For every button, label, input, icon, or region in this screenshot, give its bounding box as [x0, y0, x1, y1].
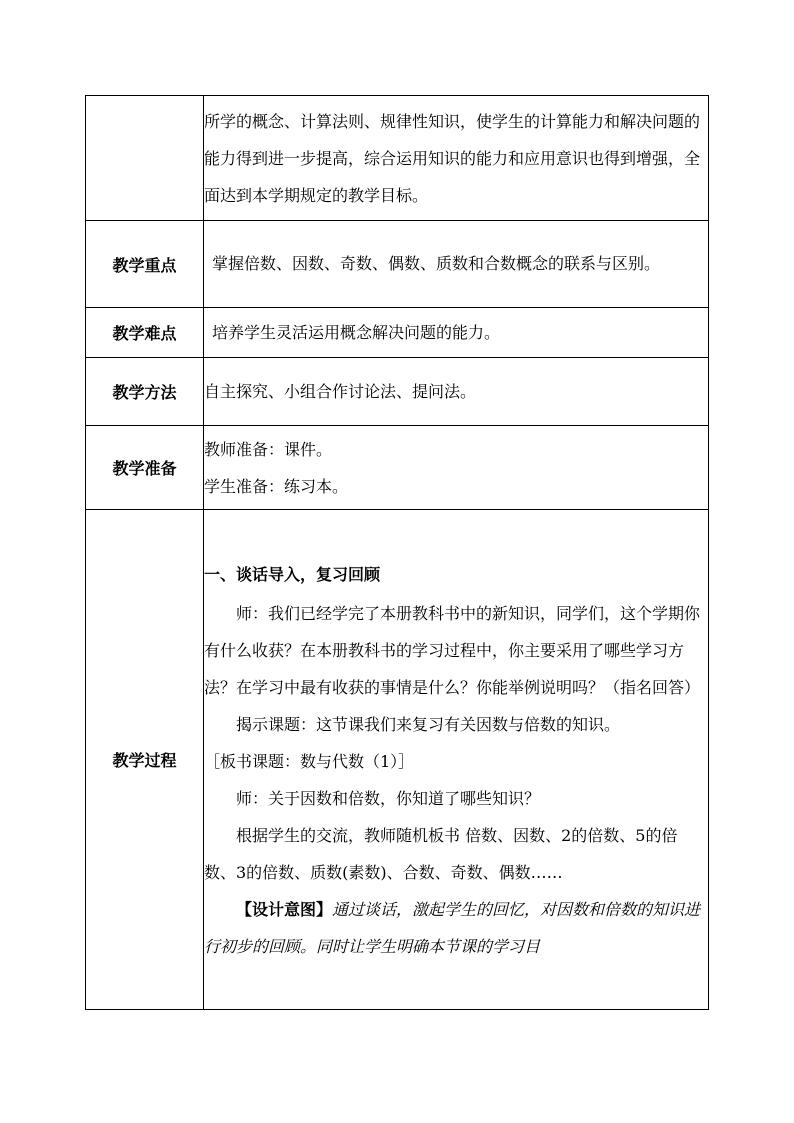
process-paragraph-4: 师：关于因数和倍数，你知道了哪些知识？: [236, 788, 541, 808]
design-intent-tag: 【设计意图】: [236, 899, 333, 919]
design-intent: [204, 891, 708, 965]
key-points-label: 教学重点: [86, 221, 204, 308]
difficulties-content: [204, 308, 709, 358]
student-preparation: 学生准备：练习本。: [204, 476, 349, 496]
methods-content: [204, 358, 709, 426]
process-paragraph-2: 揭示课题：这节课我们来复习有关因数与倍数的知识。: [236, 714, 621, 734]
lesson-plan-table: [85, 95, 709, 1010]
design-intent-text: 通过谈话，激起学生的回忆，对因数和倍数的知识进行初步的回顾。同时让学生明确本节课的学习目: [204, 899, 701, 956]
key-points-content: [204, 221, 709, 308]
row-preparation: [86, 426, 709, 510]
key-points-text: 掌握倍数、因数、奇数、偶数、质数和合数概念的联系与区别。: [212, 254, 661, 273]
row-process: [86, 510, 709, 1010]
board-title: ［板书课题：数与代数（1）］: [204, 751, 415, 771]
methods-text: 自主探究、小组合作讨论法、提问法。: [204, 382, 477, 401]
objectives-content: [204, 96, 709, 221]
difficulties-label: 教学难点: [86, 308, 204, 358]
process-content: [204, 510, 709, 1010]
process-paragraph-5: 根据学生的交流，教师随机板书 倍数、因数、2的倍数、5的倍数、3的倍数、质数(素数)、合数、奇数、偶数……: [204, 825, 678, 882]
row-objectives: [86, 96, 709, 221]
process-label: 教学过程: [86, 510, 204, 1010]
methods-label: 教学方法: [86, 358, 204, 426]
objectives-text: 所学的概念、计算法则、规律性知识，使学生的计算能力和解决问题的能力得到进一步提高，综合运用知识的能力和应用意识也得到增强，全面达到本学期规定的教学目标。: [204, 111, 701, 205]
row-methods: [86, 358, 709, 426]
preparation-label: 教学准备: [86, 426, 204, 510]
row-difficulties: [86, 308, 709, 358]
teacher-preparation: 教师准备：课件。: [204, 439, 333, 459]
process-paragraph-1: 师：我们已经学完了本册教科书中的新知识，同学们，这个学期你有什么收获？在本册教科书的学习过程中，你主要采用了哪些学习方法？在学习中最有收获的事情是什么？你能举例说明吗？（指名回答）: [204, 603, 701, 697]
section-heading: 一、谈话导入，复习回顾: [204, 564, 381, 584]
preparation-content: [204, 426, 709, 510]
row-key-points: [86, 221, 709, 308]
difficulties-text: 培养学生灵活运用概念解决问题的能力。: [212, 322, 501, 342]
objectives-label: [86, 96, 204, 221]
